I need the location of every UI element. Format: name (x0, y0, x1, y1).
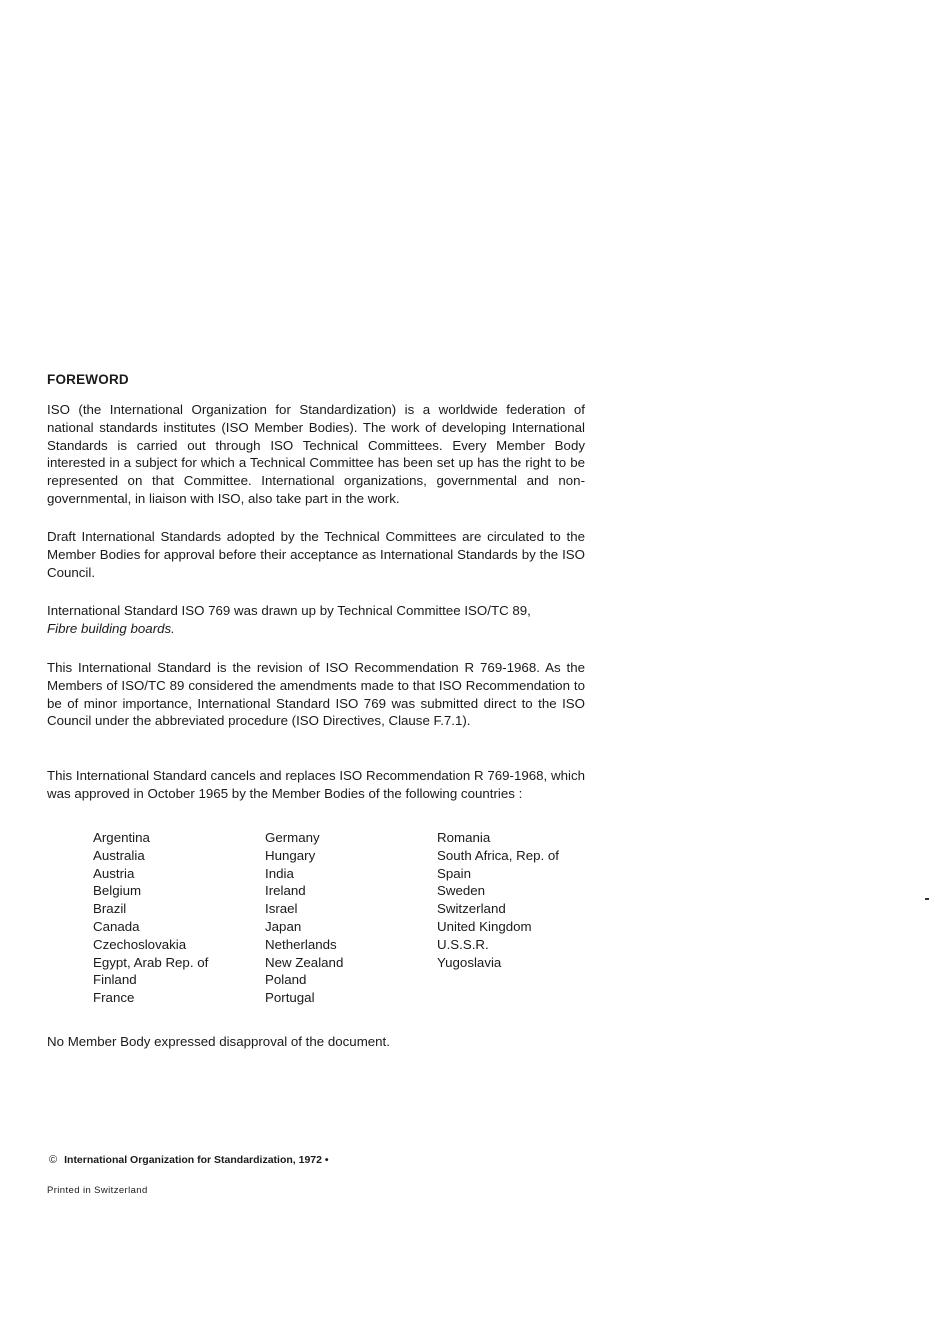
paragraph-drawn-up (47, 602, 585, 638)
country-item: Australia (93, 847, 145, 863)
country-item: Sweden (437, 883, 486, 899)
copyright-icon: © (49, 1154, 58, 1166)
country-item: Egypt, Arab Rep. of (93, 954, 209, 970)
paragraph-cancels: This International Standard cancels and replaces ISO Recommendation R 769-1968, which was approved in October 1965 by the Member Bodies of the following countries : (47, 768, 585, 801)
paragraph-iso-intro: ISO (the International Organization for Standardization) is a worldwide federation of national standards institutes (ISO Member Bodies). The work of developing International Standards is carried out through ISO Technical Committees. Every Member Body interested in a subject for which a Technical Committee has been set up has the right to be represented on that Committee. International organizations, governmental and non-governmental, in liaison with ISO, also take part in the work. (47, 402, 585, 506)
country-item: Yugoslavia (437, 954, 502, 970)
copyright-text: International Organization for Standardization, 1972 • (64, 1154, 329, 1166)
country-item: South Africa, Rep. of (437, 847, 559, 863)
scan-speck (925, 898, 929, 900)
country-item: Canada (93, 918, 140, 934)
country-column-2 (265, 829, 435, 1007)
printed-in: Printed in Switzerland (47, 1185, 148, 1196)
country-item: India (265, 865, 294, 881)
paragraph-draft-standards: Draft International Standards adopted by the Technical Committees are circulated to the Member Bodies for approval before their acceptance as International Standards by the ISO Council. (47, 529, 585, 580)
country-item: Netherlands (265, 936, 337, 952)
committee-title: Fibre building boards. (47, 620, 175, 636)
country-item: France (93, 990, 135, 1006)
country-item: Germany (265, 830, 320, 845)
document-page (47, 0, 585, 1343)
country-column-1 (93, 829, 263, 1007)
country-item: U.S.S.R. (437, 936, 489, 952)
country-item: Israel (265, 901, 298, 917)
country-item: Romania (437, 830, 491, 845)
country-item: Poland (265, 972, 307, 988)
copyright-line (49, 1154, 329, 1166)
country-item: Spain (437, 865, 472, 881)
country-item: Belgium (93, 883, 142, 899)
country-item: Hungary (265, 847, 316, 863)
foreword-heading: FOREWORD (47, 372, 129, 387)
closing-statement: No Member Body expressed disapproval of the document. (47, 1034, 390, 1049)
country-item: New Zealand (265, 954, 344, 970)
country-item: Argentina (93, 830, 150, 845)
country-item: Czechoslovakia (93, 936, 187, 952)
country-item: Portugal (265, 990, 315, 1006)
country-item: Finland (93, 972, 137, 988)
country-item: Brazil (93, 901, 127, 917)
country-item: Ireland (265, 883, 306, 899)
country-column-3 (437, 829, 607, 971)
paragraph-drawn-up-text: International Standard ISO 769 was drawn up by Technical Committee ISO/TC 89, (47, 603, 531, 618)
country-item: Switzerland (437, 901, 506, 917)
country-item: United Kingdom (437, 918, 532, 934)
country-item: Japan (265, 918, 302, 934)
paragraph-revision: This International Standard is the revision of ISO Recommendation R 769-1968. As the Members of ISO/TC 89 considered the amendments made to that ISO Recommendation to be of minor importance, International Standard ISO 769 was submitted direct to the ISO Council under the abbreviated procedure (ISO Directives, Clause F.7.1). (47, 660, 585, 729)
country-item: Austria (93, 865, 135, 881)
